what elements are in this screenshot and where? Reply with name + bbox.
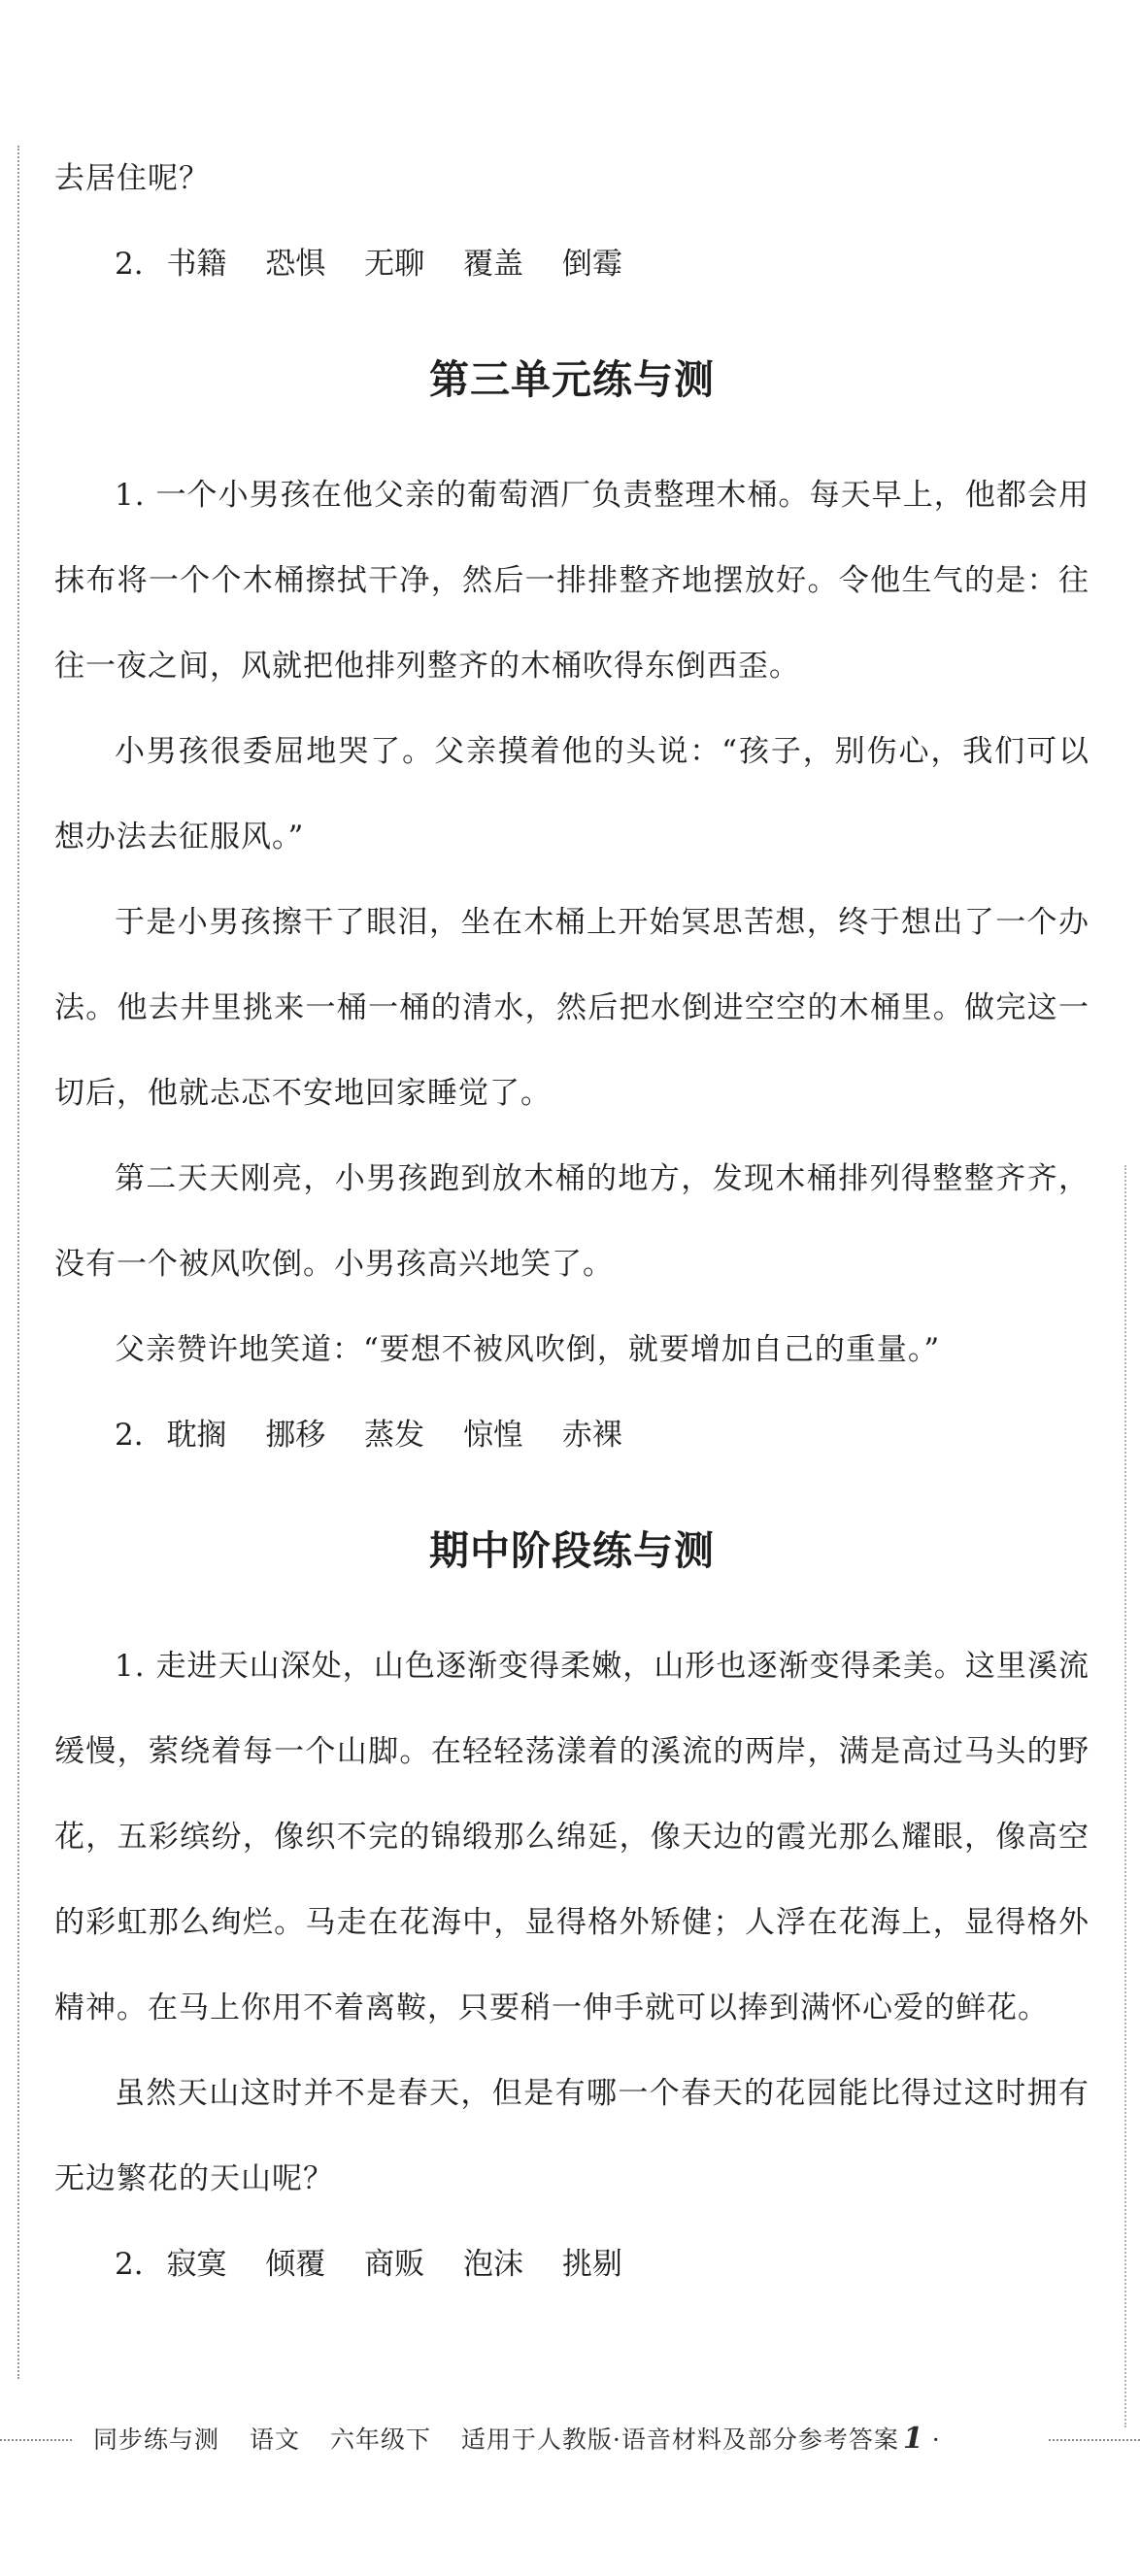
answer-word: 赤裸: [561, 1418, 622, 1453]
prev-answer-2-words: [54, 221, 1090, 307]
answer-word: 倒霉: [561, 247, 622, 282]
answer-number: 2.: [115, 247, 144, 282]
answer-number: 2.: [115, 2247, 144, 2282]
answer-word: 商贩: [364, 2247, 425, 2282]
left-dotted-rule: [17, 146, 19, 2379]
unit3-paragraph-2: 小男孩很委屈地哭了。父亲摸着他的头说：“孩子，别伤心，我们可以想办法去征服风。”: [54, 734, 1090, 854]
answer-word: 泡沫: [463, 2247, 524, 2282]
answer-word: 挑剔: [561, 2247, 622, 2282]
answer-word: 蒸发: [364, 1418, 425, 1453]
unit3-answer-2-words: [54, 1392, 1090, 1478]
midterm-answer-2-words: [54, 2222, 1090, 2307]
page-footer: [0, 2416, 1140, 2464]
unit3-paragraph-3: 于是小男孩擦干了眼泪，坐在木桶上开始冥思苦想，终于想出了一个办法。他去井里挑来一桶一桶的清水，然后把水倒进空空的木桶里。做完这一切后，他就忐忑不安地回家睡觉了。: [54, 905, 1090, 1111]
footer-bullet: ·: [931, 2425, 941, 2454]
footer-subject: 语文: [249, 2425, 300, 2454]
unit3-paragraph-5: 父亲赞许地笑道：“要想不被风吹倒，就要增加自己的重量。”: [115, 1332, 941, 1367]
unit3-paragraph-4: 第二天天刚亮，小男孩跑到放木桶的地方，发现木桶排列得整整齐齐，没有一个被风吹倒。小男孩高兴地笑了。: [54, 1161, 1090, 1282]
answer-number: 2.: [115, 1418, 144, 1453]
footer-dotted-rule-right: [1049, 2439, 1140, 2441]
page-number: 1: [902, 2422, 924, 2456]
page-content: [54, 136, 1090, 2307]
footer-series: 同步练与测: [93, 2425, 220, 2454]
midterm-paragraph-1: 1. 走进天山深处，山色逐渐变得柔嫩，山形也逐渐变得柔美。这里溪流缓慢，萦绕着每一个山脚。在轻轻荡漾着的溪流的两岸，满是高过马头的野花，五彩缤纷，像织不完的锦缎那么绵延，像天边的霞光那么耀眼，像高空的彩虹那么绚烂。马走在花海中，显得格外矫健；人浮在花海上，显得格外精神。在马上你用不着离鞍，只要稍一伸手就可以捧到满怀心爱的鲜花。: [54, 1649, 1090, 2025]
answer-word: 挪移: [265, 1418, 326, 1453]
footer-grade: 六年级下: [329, 2425, 431, 2454]
answer-word: 寂寞: [166, 2247, 227, 2282]
footer-dotted-rule-left: [0, 2439, 72, 2441]
continuation-text: 去居住呢？: [54, 161, 210, 196]
answer-word: 倾覆: [265, 2247, 326, 2282]
section-title-midterm: 期中阶段练与测: [429, 1527, 715, 1574]
midterm-paragraph-2: 虽然天山这时并不是春天，但是有哪一个春天的花园能比得过这时拥有无边繁花的天山呢？: [54, 2076, 1090, 2196]
right-dotted-rule: [1124, 1165, 1126, 2427]
footer-text: [93, 2420, 962, 2459]
answer-word: 恐惧: [265, 247, 326, 282]
unit3-paragraph-1: 1. 一个小男孩在他父亲的葡萄酒厂负责整理木桶。每天早上，他都会用抹布将一个个木桶擦拭干净，然后一排排整齐地摆放好。令他生气的是：往往一夜之间，风就把他排列整齐的木桶吹得东倒西歪。: [54, 478, 1090, 684]
answer-word: 覆盖: [463, 247, 524, 282]
answer-word: 无聊: [364, 247, 425, 282]
answer-word: 书籍: [166, 247, 227, 282]
answer-word: 耽搁: [166, 1418, 227, 1453]
section-title-unit3: 第三单元练与测: [429, 356, 715, 403]
footer-edition: 适用于人教版·语音材料及部分参考答案: [460, 2425, 899, 2454]
answer-word: 惊惶: [463, 1418, 524, 1453]
